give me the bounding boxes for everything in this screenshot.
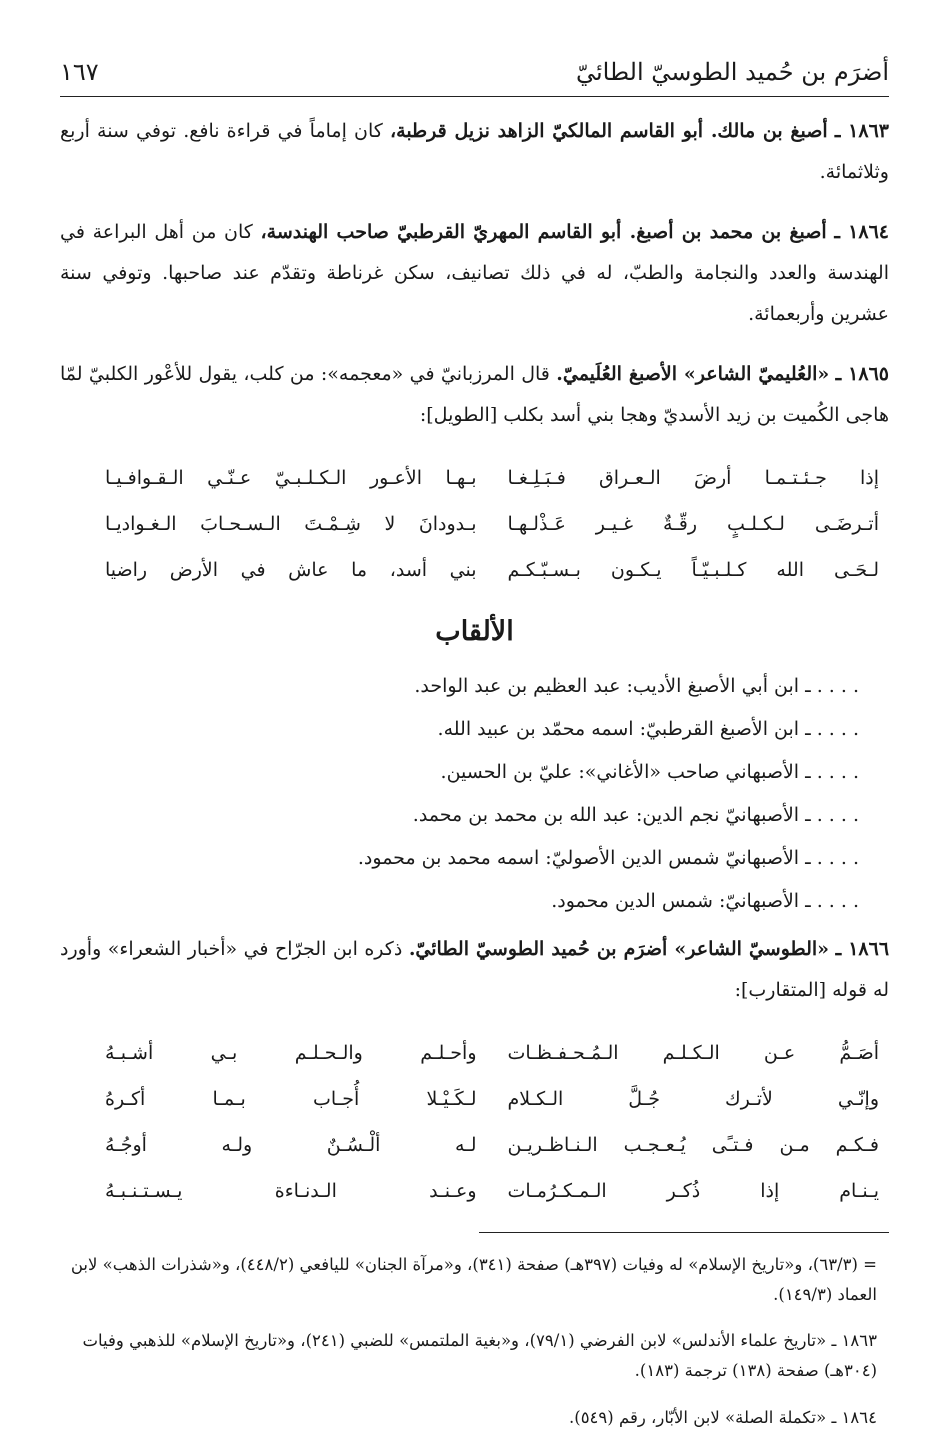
verse-second-hemistich: لـه ألْـسُـنٌ ولـه أوجُـهُ — [105, 1134, 477, 1156]
alqab-list — [60, 665, 889, 923]
verse-first-hemistich: وإنّـي لأتـرك جُـلَّ الـكـلام — [507, 1088, 879, 1110]
laqab-item: . . . . ـ الأصبهاني صاحب «الأغاني»: عليّ بن الحسين. — [440, 761, 859, 783]
entry-text: قال المرزبانيّ في «معجمه»: من كلب، يقول للأعْور الكلبيّ لمّا هاجى الكُميت بن زيد الأسديّ وهجا بني أسد بكلب [الطويل]: — [60, 363, 889, 426]
verse-first-hemistich: لـحَـى الله كـلـبـيّـاً يـكـون بـسـبّـكـم — [507, 559, 879, 581]
verse-line — [105, 1168, 879, 1214]
verse-line — [105, 1030, 879, 1076]
entry-1865 — [60, 354, 889, 436]
laqab-item: . . . . ـ الأصبهانيّ نجم الدين: عبد الله بن محمد بن محمد. — [412, 804, 859, 826]
footnote: ١٨٦٤ ـ «تكملة الصلة» لابن الأبّار، رقم (٥٤٩). — [569, 1407, 877, 1427]
verse-second-hemistich: بـهـا الأعـور الـكـلـبـيّ عـنّـي الـقـوافـيـا — [105, 467, 477, 489]
entry-text: كان إماماً في قراءة نافع. توفي سنة أربع وثلاثمائة. — [60, 120, 889, 183]
entry-number: ١٨٦٤ ـ — [834, 221, 889, 243]
footnote: ١٨٦٣ ـ «تاريخ علماء الأندلس» لابن الفرضي (٧٩/١)، و«بغية الملتمس» للضبي (٢٤١)، و«تاريخ الإسلام» للذهبي وفيات (٣٠٤هـ) صفحة (١٣٨) ترجمة (١٨٣). — [82, 1331, 877, 1380]
verse-line — [105, 501, 879, 547]
verse-line — [105, 1122, 879, 1168]
page-number: ١٦٧ — [60, 58, 99, 86]
entry-name: أصبغ بن محمد بن أصبغ. أبو القاسم المهريّ القرطبيّ صاحب الهندسة، — [260, 221, 827, 243]
verse-first-hemistich: أتـرضَـى لـكـلـبٍ رقّـةٌ غـيـر عَـذْلـهـا — [507, 513, 879, 535]
verse-line — [105, 455, 879, 501]
verse-second-hemistich: بـدودانَ لا شِـمْـتَ الـسـحـابَ الـغـواديـا — [105, 513, 477, 535]
laqab-item: . . . . ـ الأصبهانيّ: شمس الدين محمود. — [551, 890, 859, 912]
entry-name: أصبغ بن مالك. أبو القاسم المالكيّ الزاهد نزيل قرطبة، — [390, 120, 828, 142]
verse-first-hemistich: يـنـام إذا ذُكـر الـمـكـرُمـات — [507, 1180, 879, 1202]
running-head — [60, 52, 889, 97]
laqab-item: . . . . ـ الأصبهانيّ شمس الدين الأصوليّ: اسمه محمد بن محمود. — [357, 847, 859, 869]
verse-line — [105, 1076, 879, 1122]
verse-first-hemistich: فـكـم مـن فـتـًى يُـعـجـب الـنـاظـريـن — [507, 1134, 879, 1156]
entry-number: ١٨٦٥ ـ — [835, 363, 889, 385]
entry-text: كان من أهل البراعة في الهندسة والعدد والنجامة والطبّ، له في ذلك تصانيف، سكن غرناطة وتقدّم عند صاحبها. وتوفي سنة عشرين وأربعمائة. — [60, 221, 889, 325]
entry-name: «الطوسيّ الشاعر» أضرَم بن حُميد الطوسيّ الطائيّ. — [408, 938, 830, 960]
entry-1866 — [60, 929, 889, 1011]
verse-second-hemistich: وأحـلـم والـحـلـم بـي أشـبـهُ — [105, 1042, 477, 1064]
entry-number: ١٨٦٣ ـ — [834, 120, 889, 142]
poem-1866 — [105, 1030, 879, 1214]
entry-name: «العُليميّ الشاعر» الأصبغ العُلَيميّ. — [556, 363, 830, 385]
verse-second-hemistich: لـكَـيْـلا أُجـاب بـمـا أكـرهُ — [105, 1088, 477, 1110]
entry-number: ١٨٦٦ ـ — [835, 938, 890, 960]
verse-second-hemistich: وعـنـد الـدنـاءة يـسـتـنـبـهُ — [105, 1180, 477, 1202]
laqab-item: . . . . ـ ابن أبي الأصبغ الأديب: عبد العظيم بن عبد الواحد. — [414, 675, 859, 697]
verse-first-hemistich: أصَـمُّ عـن الـكـلـم الـمُـحـفـظـات — [507, 1042, 879, 1064]
running-head-title: أضرَم بن حُميد الطوسيّ الطائيّ — [575, 58, 889, 86]
poem-1865 — [105, 455, 879, 593]
footnote-divider — [479, 1232, 889, 1233]
entry-1864 — [60, 212, 889, 335]
verse-second-hemistich: بني أسد، ما عاش في الأرض راضيا — [105, 559, 477, 581]
verse-line — [105, 547, 879, 593]
verse-first-hemistich: إذا جـئـتـمـا أرضَ الـعـراق فـبَـلِـغـا — [507, 467, 879, 489]
entry-text: ذكره ابن الجرّاح في «أخبار الشعراء» وأورد له قوله [المتقارب]: — [60, 938, 889, 1001]
laqab-item: . . . . ـ ابن الأصبغ القرطبيّ: اسمه محمّد بن عبيد الله. — [437, 718, 859, 740]
section-title-alqab: الألقاب — [435, 616, 514, 647]
entry-1863 — [60, 111, 889, 193]
footnotes — [60, 1250, 889, 1433]
footnote: = (٦٣/٣)، و«تاريخ الإسلام» له وفيات (٣٩٧هـ) صفحة (٣٤١)، و«مرآة الجنان» لليافعي (٤٤٨/٢)، و«شذرات الذهب» لابن العماد (١٤٩/٣). — [70, 1254, 877, 1304]
